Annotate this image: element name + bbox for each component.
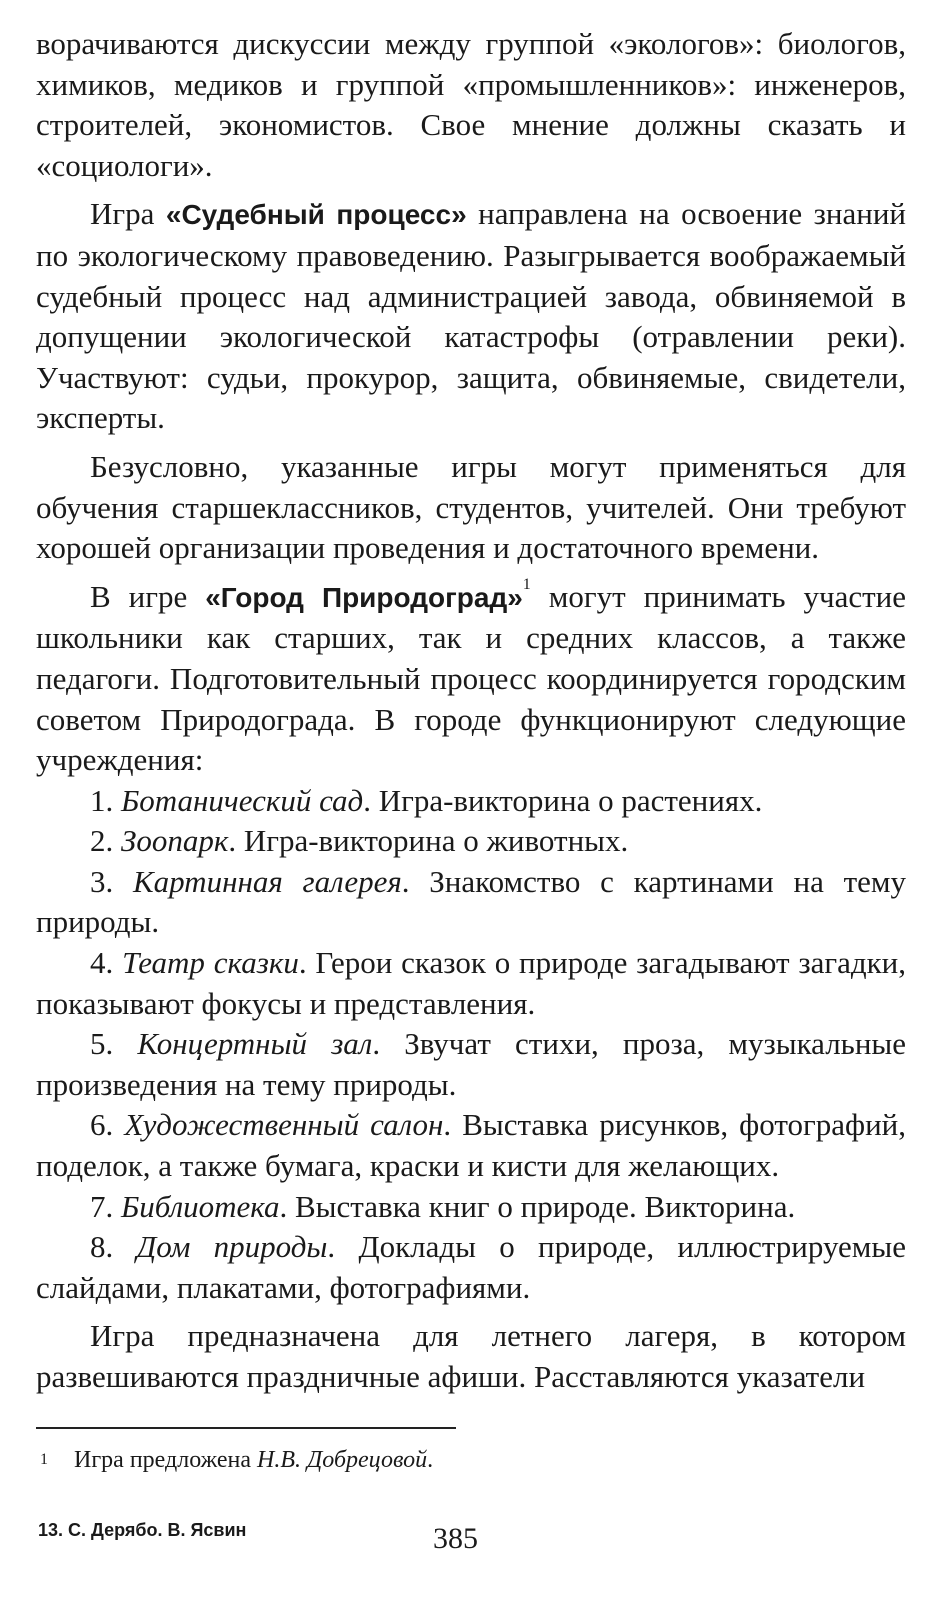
list-item-number: 5. — [90, 1026, 138, 1062]
list-item — [36, 821, 906, 862]
paragraph-text: Игра — [90, 196, 166, 232]
list-item-title: Ботанический сад — [121, 782, 364, 818]
list-item — [36, 943, 906, 1024]
list-item — [36, 1187, 906, 1228]
list-item-title: Зоопарк — [121, 823, 229, 859]
institution-list — [36, 781, 906, 1309]
paragraph-court-game — [36, 194, 906, 439]
page-number: 385 — [433, 1522, 478, 1555]
list-item-title: Концертный зал — [137, 1026, 373, 1062]
footnote-text: . — [427, 1447, 434, 1473]
list-item-title: Дом природы — [136, 1229, 328, 1265]
footnote-text: Игра предложена — [74, 1447, 258, 1473]
list-item-text: . Выставка книг о природе. Викторина. — [279, 1188, 796, 1224]
list-item-number: 2. — [90, 823, 121, 859]
list-item — [36, 1105, 906, 1186]
list-item-number: 3. — [90, 863, 133, 899]
list-item-text: . Игра-викторина о животных. — [228, 823, 629, 859]
footnote — [40, 1445, 433, 1475]
list-item — [36, 1227, 906, 1308]
paragraph-text: могут принимать участие школьники как старших, так и средних классов, а также педагоги. Подготовительный процесс координируется городским советом Природограда. В городе функционируют следующие учреждения: — [36, 578, 906, 778]
list-item-number: 7. — [90, 1188, 121, 1224]
list-item-number: 6. — [90, 1107, 125, 1143]
list-item — [36, 781, 906, 822]
paragraph-continuation: ворачиваются дискуссии между группой «экологов»: биологов, химиков, медиков и группой «промышленников»: инженеров, строителей, экономистов. Свое мнение должны сказать и «социологи». — [36, 26, 906, 183]
paragraph-camp: Игра предназначена для летнего лагеря, в котором развешиваются праздничные афиши. Расставляются указатели — [36, 1318, 906, 1394]
list-item-number: 1. — [90, 782, 121, 818]
list-item-text: . Выставка рисунков, фотографий, поделок, а также бумага, краски и кисти для желающих. — [36, 1107, 906, 1184]
list-item-text: . Игра-викторина о растениях. — [363, 782, 763, 818]
list-item-title: Библиотека — [121, 1188, 280, 1224]
paragraph-conclusion: Безусловно, указанные игры могут применяться для обучения старшеклассников, студентов, учителей. Они требуют хорошей организации проведения и достаточного времени. — [36, 448, 906, 566]
list-item — [36, 862, 906, 943]
footnote-mark: 1 — [40, 1451, 48, 1468]
list-item-text: . Знакомство с картинами на тему природы. — [36, 863, 907, 940]
list-item-text: . Звучат стихи, проза, музыкальные произведения на тему природы. — [36, 1026, 906, 1102]
list-item-title: Театр сказки — [122, 945, 299, 981]
game-title-city: «Город Природоград» — [205, 581, 523, 613]
paragraph-text: направлена на освоение знаний по экологическому правоведению. Разыгрывается воображаемый судебный процесс над администрацией завода, обвиняемой в допущении экологической катастрофы (отравлении реки). Участвуют: судьи, прокурор, защита, обвиняемые, свидетели, эксперты. — [36, 196, 906, 436]
list-item — [36, 1024, 906, 1105]
list-item-number: 8. — [90, 1229, 137, 1265]
list-item-text: . Герои сказок о природе загадывают загадки, показывают фокусы и представления. — [36, 945, 906, 1021]
list-item-title: Художественный салон — [124, 1107, 444, 1143]
footnote-ref: 1 — [522, 575, 531, 593]
body-text — [36, 24, 906, 1398]
footnote-divider — [36, 1427, 456, 1429]
list-item-text: . Доклады о природе, иллюстрируемые слайдами, плакатами, фотографиями. — [36, 1229, 906, 1305]
paragraph-city-game — [36, 577, 906, 781]
list-item-number: 4. — [90, 945, 123, 981]
footnote-author: Н.В. Добрецовой — [257, 1447, 428, 1473]
list-item-title: Картинная галерея — [133, 863, 402, 899]
game-title-court: «Судебный процесс» — [165, 199, 467, 231]
printer-signature: 13. С. Дерябо. В. Ясвин — [38, 1520, 247, 1540]
paragraph-text: В игре — [90, 578, 206, 614]
